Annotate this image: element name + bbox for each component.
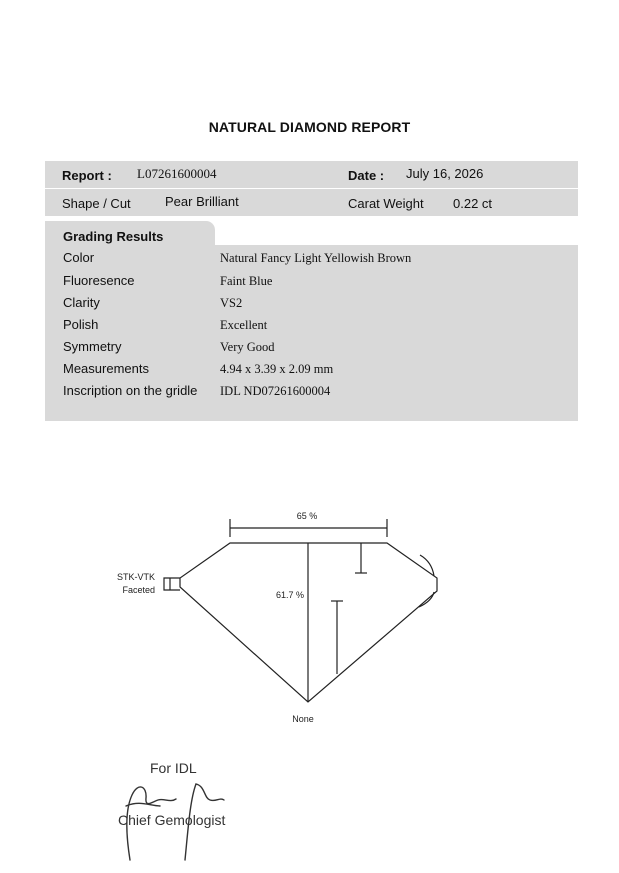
grading-label: Polish <box>63 317 99 332</box>
grading-label: Fluoresence <box>63 273 135 288</box>
date-value: July 16, 2026 <box>406 166 484 181</box>
carat-value: 0.22 ct <box>453 196 493 211</box>
report-label: Report : <box>62 168 112 183</box>
table-percentage: 65 % <box>296 511 318 521</box>
grading-label: Clarity <box>63 295 100 310</box>
girdle-finish: Faceted <box>122 585 155 595</box>
report-number: L07261600004 <box>137 166 217 181</box>
grading-value: Natural Fancy Light Yellowish Brown <box>220 251 412 265</box>
grading-value: IDL ND07261600004 <box>220 384 331 398</box>
report-title: NATURAL DIAMOND REPORT <box>208 119 411 135</box>
chief-gemologist-text: Chief Gemologist <box>118 812 226 828</box>
grading-results-heading: Grading Results <box>45 221 215 247</box>
girdle-thickness: STK-VTK <box>116 572 155 582</box>
grading-value: 4.94 x 3.39 x 2.09 mm <box>220 362 334 376</box>
grading-label: Inscription on the gridle <box>63 383 198 398</box>
grading-label: Symmetry <box>63 339 122 354</box>
date-label: Date : <box>348 168 385 183</box>
carat-label: Carat Weight <box>348 196 424 211</box>
culet-label: None <box>292 714 314 724</box>
for-idl-text: For IDL <box>150 760 197 776</box>
grading-value: Excellent <box>220 318 268 332</box>
grading-label: Color <box>63 250 95 265</box>
grading-label: Measurements <box>63 361 149 376</box>
shape-value: Pear Brilliant <box>165 194 239 209</box>
grading-value: VS2 <box>220 296 243 310</box>
depth-percentage: 61.7 % <box>275 590 305 600</box>
grading-value: Very Good <box>220 340 275 354</box>
shape-label: Shape / Cut <box>62 196 131 211</box>
grading-value: Faint Blue <box>220 274 273 288</box>
